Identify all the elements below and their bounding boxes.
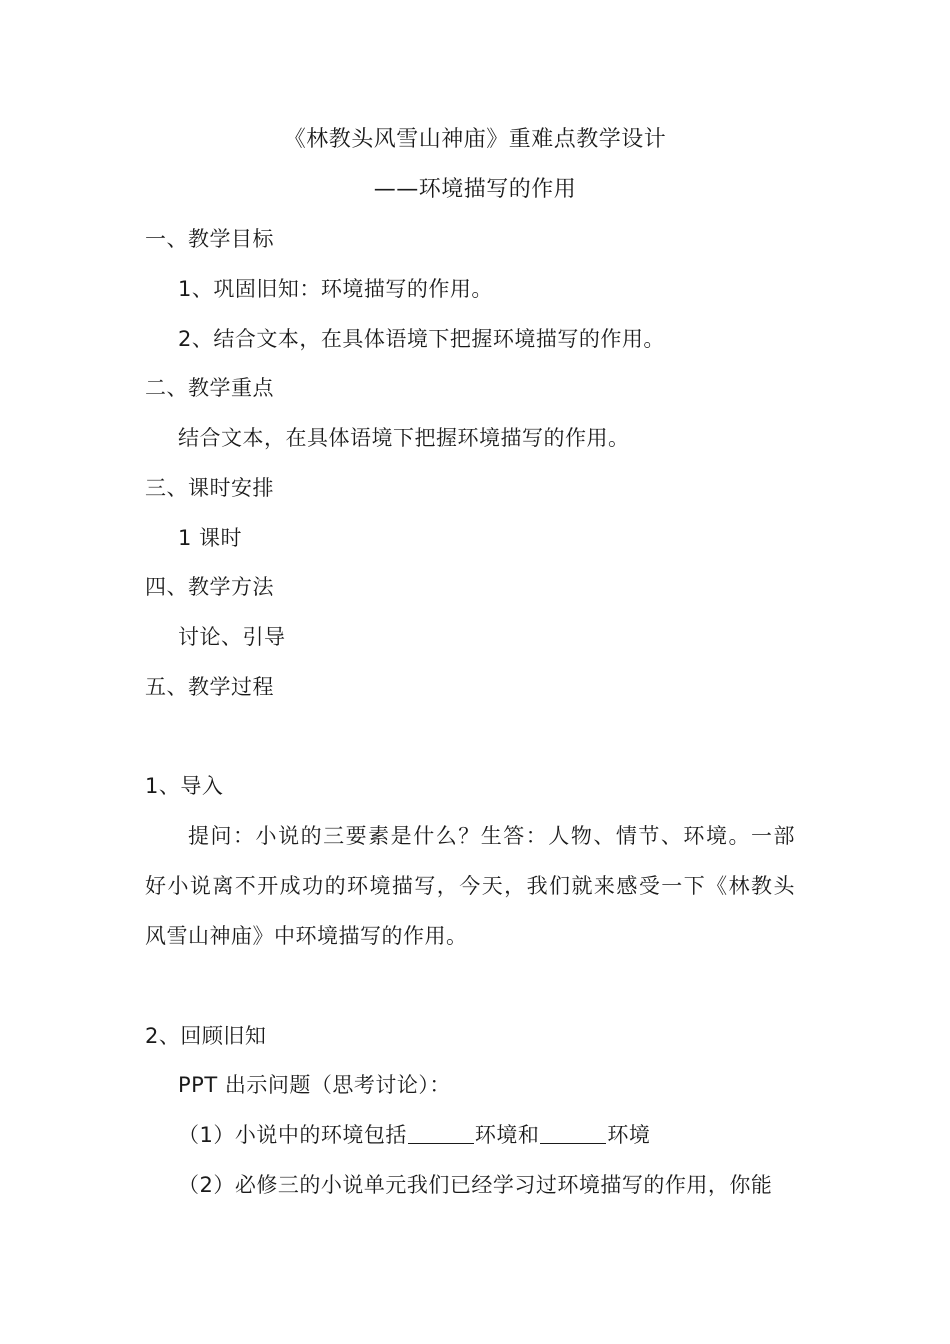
section-heading-process: 五、教学过程 — [145, 675, 274, 699]
fill-blank-1 — [408, 1123, 474, 1144]
goal-item-1: 1、巩固旧知：环境描写的作用。 — [178, 277, 493, 301]
document-title: 《林教头风雪山神庙》重难点教学设计 — [283, 127, 667, 152]
step1-paragraph-line-1: 提问：小说的三要素是什么？生答：人物、情节、环境。一部 — [188, 824, 795, 848]
focus-text: 结合文本，在具体语境下把握环境描写的作用。 — [178, 426, 630, 450]
step1-heading: 1、导入 — [145, 774, 224, 798]
goal-item-2: 2、结合文本，在具体语境下把握环境描写的作用。 — [178, 327, 665, 351]
section-heading-schedule: 三、课时安排 — [145, 476, 274, 500]
question-1-part-3: 环境 — [607, 1123, 651, 1147]
section-heading-goals: 一、教学目标 — [145, 227, 274, 251]
document-subtitle: ——环境描写的作用 — [373, 177, 577, 202]
question-1-part-2: 环境和 — [474, 1123, 540, 1147]
step2-ppt-line: PPT 出示问题（思考讨论）： — [178, 1073, 451, 1097]
step1-paragraph-line-3: 风雪山神庙》中环境描写的作用。 — [145, 924, 468, 948]
section-heading-method: 四、教学方法 — [145, 575, 274, 599]
question-2: （2）必修三的小说单元我们已经学习过环境描写的作用，你能 — [178, 1173, 773, 1197]
fill-blank-2 — [540, 1123, 606, 1144]
section-heading-focus: 二、教学重点 — [145, 376, 274, 400]
method-text: 讨论、引导 — [178, 625, 286, 649]
question-1-part-1: （1）小说中的环境包括 — [178, 1123, 407, 1147]
schedule-text: 1 课时 — [178, 526, 243, 550]
step1-paragraph-line-2: 好小说离不开成功的环境描写，今天，我们就来感受一下《林教头 — [145, 874, 795, 898]
step2-heading: 2、回顾旧知 — [145, 1024, 267, 1048]
question-1 — [178, 1120, 650, 1150]
